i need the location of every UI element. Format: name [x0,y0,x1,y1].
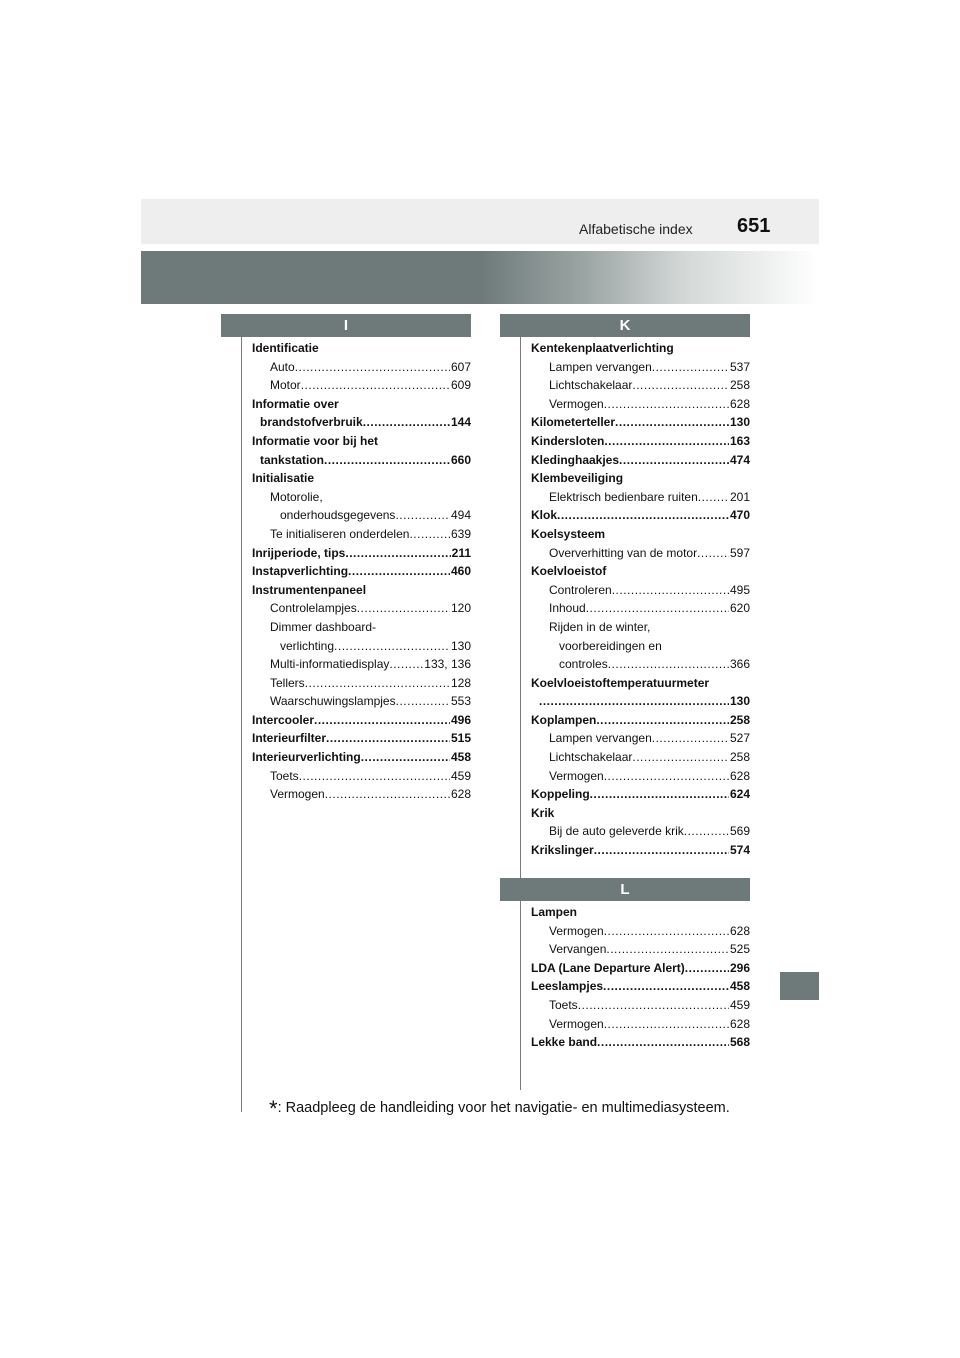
index-entry [252,469,471,488]
index-entry [531,996,750,1015]
entry-leader [357,599,450,618]
entry-label: Kilometerteller [531,415,616,430]
entry-label: Inhoud [549,601,586,616]
entry-label: Dimmer dashboard- [270,619,377,634]
index-entry [531,525,750,544]
entry-label: Informatie over [252,396,339,411]
entry-page: 258 [729,750,750,765]
entry-leader [596,711,729,730]
index-entry [252,729,471,748]
index-list-k [531,339,750,860]
footnote-star: * [269,1096,278,1121]
index-entry [531,413,750,432]
entry-page: 130 [450,638,471,653]
entry-label: Controlelampjes [270,601,357,616]
entry-label: Identificatie [252,341,319,355]
entry-page: 130 [729,415,750,430]
index-entry [531,562,750,581]
entry-leader [578,996,729,1015]
entry-page: 459 [450,768,471,783]
entry-leader [604,432,729,451]
entry-label: Koelvloeistof [531,564,607,579]
entry-label: Vermogen [549,1016,604,1031]
entry-leader [619,451,729,470]
entry-label: Waarschuwingslampjes [270,694,396,709]
index-entry [531,451,750,470]
index-entry [531,785,750,804]
entry-leader [325,785,450,804]
index-entry [252,618,471,637]
index-entry [531,804,750,823]
entry-leader [363,413,450,432]
index-entry [252,488,471,507]
section-header-i: I [221,314,471,337]
entry-label: controles [559,657,608,672]
entry-label: Vermogen [549,768,604,783]
entry-page: 258 [729,378,750,393]
entry-label: Instapverlichting [252,564,349,579]
entry-leader [361,748,450,767]
index-entry [252,767,471,786]
index-entry [252,637,471,656]
index-entry [531,618,750,637]
entry-leader [557,506,729,525]
index-entry [531,729,750,748]
entry-leader [615,413,729,432]
page-header [141,199,819,244]
index-entry [252,711,471,730]
entry-label: Lampen vervangen [549,359,652,374]
index-entry [531,841,750,860]
entry-leader [594,841,729,860]
entry-page: 620 [729,601,750,616]
entry-leader [295,358,450,377]
entry-page: 597 [729,545,750,560]
entry-label: Koelsysteem [531,526,606,541]
entry-label: Klembeveiliging [531,471,624,486]
index-entry [531,339,750,358]
index-entry [252,525,471,544]
entry-page: 527 [729,731,750,746]
entry-label: Koplampen [531,712,597,727]
entry-label: Krik [531,805,555,820]
entry-page: 163 [729,433,750,448]
entry-page: 460 [450,564,471,579]
entry-label: Te initialiseren onderdelen [270,526,410,541]
index-entry [252,562,471,581]
entry-label: Bij de auto geleverde krik [549,824,684,839]
entry-label: Krikslinger [531,843,594,858]
index-entry [252,376,471,395]
index-entry [252,544,471,563]
entry-page: 474 [729,452,750,467]
index-entry [531,1033,750,1052]
index-entry [531,748,750,767]
entry-leader [299,767,450,786]
entry-page: 574 [729,843,750,858]
entry-page: 628 [729,923,750,938]
entry-page: 494 [450,508,471,523]
entry-label: Lekke band [531,1035,598,1050]
index-entry [252,451,471,470]
index-entry [531,674,750,693]
entry-label: voorbereidingen en [559,638,662,653]
entry-page: 607 [450,359,471,374]
index-entry [531,959,750,978]
entry-label: Vermogen [549,396,604,411]
entry-page: 366 [729,657,750,672]
index-entry [252,692,471,711]
entry-page: 211 [451,545,471,560]
index-entry [531,432,750,451]
index-entry [531,488,750,507]
index-entry [252,395,471,414]
index-entry [531,940,750,959]
entry-label: Lampen vervangen [549,731,652,746]
entry-label: Intercooler [252,712,315,727]
index-entry [531,1015,750,1034]
entry-label: Motorolie, [270,489,323,504]
index-entry [531,395,750,414]
entry-leader [612,581,729,600]
entry-label: Oververhitting van de motor [549,545,698,560]
middle-divider [520,336,521,1090]
entry-page: 496 [450,712,471,727]
index-entry [252,785,471,804]
index-entry [252,432,471,451]
entry-page: 553 [450,694,471,709]
index-entry [252,506,471,525]
entry-leader [326,729,450,748]
entry-leader [396,692,450,711]
entry-label: Vermogen [270,787,325,802]
index-entry [531,692,750,711]
entry-leader [684,822,729,841]
entry-leader [334,637,450,656]
entry-leader [603,977,729,996]
entry-leader [314,711,450,730]
entry-label: Lampen [531,905,578,919]
index-entry [252,748,471,767]
entry-label: Informatie voor bij het [252,433,379,448]
entry-page: 458 [729,979,750,994]
index-entry [531,581,750,600]
entry-label: verlichting [280,638,335,653]
entry-page: 130 [729,694,750,709]
entry-label: Lichtschakelaar [549,378,633,393]
footnote [269,1096,730,1122]
entry-page: 609 [450,378,471,393]
entry-label: Tellers [270,675,305,690]
entry-leader [632,748,729,767]
index-entry [531,822,750,841]
entry-leader [597,1033,729,1052]
entry-leader [409,525,450,544]
index-entry [531,711,750,730]
entry-label: Toets [549,997,578,1012]
entry-page: 470 [729,508,750,523]
entry-label: Auto [270,359,295,374]
entry-label: Kentekenplaatverlichting [531,341,674,355]
entry-page: 624 [729,787,750,802]
entry-label: Multi-informatiedisplay [270,657,390,672]
section-header-k: K [500,314,750,337]
entry-label: Interieurverlichting [252,750,361,765]
entry-label: tankstation [260,452,325,467]
entry-leader [586,599,729,618]
index-entry [531,469,750,488]
entry-leader [395,506,450,525]
header-title: Alfabetische index [579,221,693,237]
entry-leader [652,358,729,377]
entry-leader [604,767,729,786]
entry-leader [348,562,450,581]
entry-label: Initialisatie [252,471,315,486]
entry-leader [324,451,450,470]
index-entry [531,922,750,941]
entry-page: 128 [450,675,471,690]
index-entry [531,544,750,563]
entry-page: 537 [729,359,750,374]
entry-label: brandstofverbruik [260,415,363,430]
index-entry [531,637,750,656]
entry-page: 144 [450,415,471,430]
entry-page: 133, 136 [424,657,471,672]
entry-leader [606,940,729,959]
index-entry [252,655,471,674]
entry-page: 495 [729,582,750,597]
entry-page: 639 [450,526,471,541]
entry-leader [301,376,450,395]
entry-page: 258 [729,712,750,727]
index-entry [531,358,750,377]
entry-label: Toets [270,768,299,783]
entry-label: Motor [270,378,301,393]
index-entry [531,655,750,674]
entry-leader [604,1015,729,1034]
index-entry [252,358,471,377]
entry-page: 628 [729,1016,750,1031]
entry-leader [389,655,423,674]
entry-leader [632,376,729,395]
entry-page: 628 [729,396,750,411]
entry-leader [685,959,729,978]
footnote-text: : Raadpleeg de handleiding voor het navigatie- en multimediasysteem. [277,1100,730,1116]
index-entry [531,599,750,618]
entry-page: 296 [729,960,750,975]
entry-label: Koelvloeistoftemperatuurmeter [531,675,710,690]
index-entry [252,339,471,358]
entry-leader [698,488,729,507]
index-entry [531,767,750,786]
entry-leader [652,729,729,748]
entry-leader [697,544,729,563]
entry-page: 458 [450,750,471,765]
index-entry [252,581,471,600]
entry-leader [604,395,729,414]
entry-leader [608,655,729,674]
entry-leader [305,674,450,693]
entry-label: onderhoudsgegevens [280,508,396,523]
entry-label: Vermogen [549,923,604,938]
entry-label: Controleren [549,582,612,597]
index-entry [252,599,471,618]
entry-leader [590,785,729,804]
entry-page: 568 [729,1035,750,1050]
entry-label: Lichtschakelaar [549,750,633,765]
entry-page: 120 [450,601,471,616]
entry-label: LDA (Lane Departure Alert) [531,960,685,975]
left-divider [241,336,242,1112]
entry-label: Inrijperiode, tips [252,545,346,560]
index-entry [531,903,750,922]
entry-label: Kledinghaakjes [531,452,620,467]
entry-page: 569 [729,824,750,839]
entry-label: Klok [531,508,558,523]
entry-leader [345,544,450,563]
entry-leader [539,692,729,711]
entry-label: Koppeling [531,787,590,802]
page-number: 651 [737,215,771,237]
entry-label: Rijden in de winter, [549,619,651,634]
entry-label: Interieurfilter [252,731,327,746]
section-header-l: L [500,878,750,901]
header-banner [141,251,819,304]
index-entry [531,506,750,525]
entry-label: Kindersloten [531,433,605,448]
index-list-l [531,903,750,1052]
index-entry [531,977,750,996]
index-entry [252,674,471,693]
index-entry [252,413,471,432]
entry-label: Leeslampjes [531,979,604,994]
entry-page: 525 [729,942,750,957]
entry-label: Elektrisch bedienbare ruiten [549,489,698,504]
index-entry [531,376,750,395]
index-list-i [252,339,471,804]
entry-label: Vervangen [549,942,607,957]
entry-page: 628 [450,787,471,802]
entry-page: 628 [729,768,750,783]
entry-page: 201 [729,489,750,504]
entry-leader [604,922,729,941]
entry-page: 515 [450,731,471,746]
entry-page: 459 [729,997,750,1012]
chapter-tab [780,972,819,1000]
entry-label: Instrumentenpaneel [252,582,367,597]
entry-page: 660 [450,452,471,467]
